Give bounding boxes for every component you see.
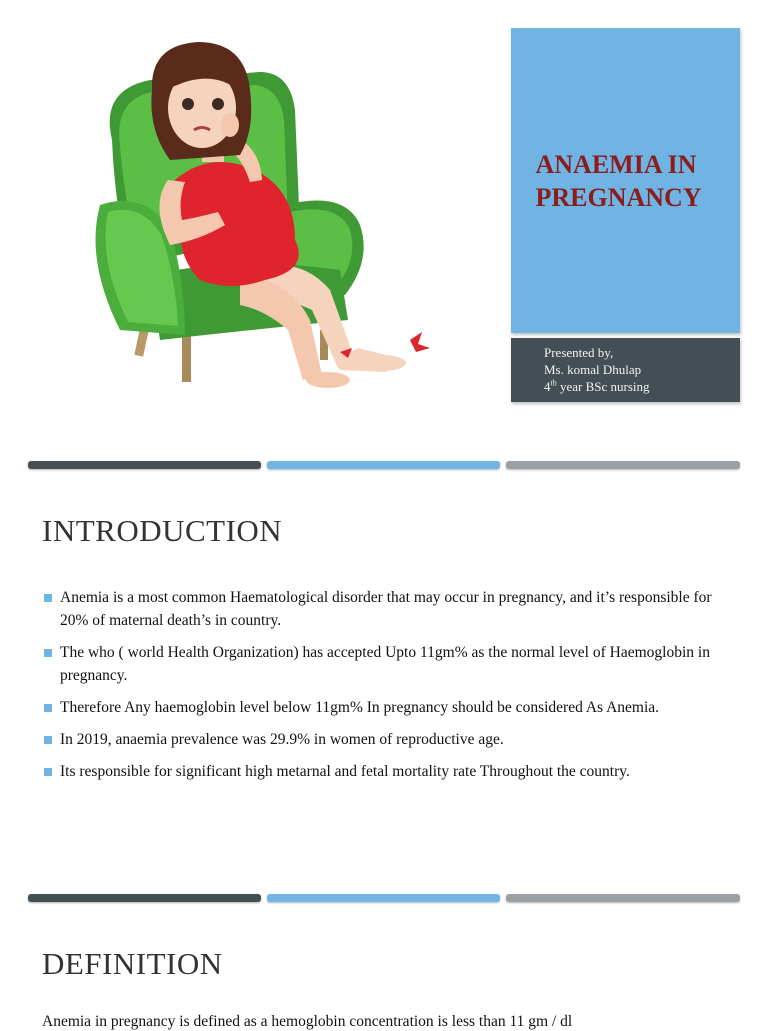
- bullet-item: In 2019, anaemia prevalence was 29.9% in women of reproductive age.: [44, 728, 734, 751]
- slide-divider: [28, 894, 740, 902]
- introduction-heading: INTRODUCTION: [42, 513, 283, 548]
- presenter-name: Ms. komal Dhulap: [544, 362, 642, 377]
- pregnant-woman-in-chair-illustration: [90, 30, 470, 410]
- definition-text: Anemia in pregnancy is defined as a hemoglobin concentration is less than 11 gm / dl: [42, 1013, 573, 1030]
- divider-segment-gray: [506, 894, 740, 902]
- title-panel: [511, 28, 740, 333]
- bullet-item: Anemia is a most common Haematological disorder that may occur in pregnancy, and it’s responsible for 20% of maternal death’s in country.: [44, 586, 734, 632]
- divider-segment-dark: [28, 894, 261, 902]
- slide-divider: [28, 461, 740, 469]
- presentation-title: ANAEMIA IN PREGNANCY: [535, 149, 702, 212]
- title-slide: [0, 0, 768, 440]
- divider-segment-dark: [28, 461, 261, 469]
- presenter-course: 4th year BSc nursing: [544, 378, 650, 394]
- divider-segment-gray: [506, 461, 740, 469]
- bullet-item: Its responsible for significant high metarnal and fetal mortality rate Throughout the country.: [44, 760, 734, 783]
- divider-segment-blue: [267, 461, 500, 469]
- bullet-item: Therefore Any haemoglobin level below 11gm% In pregnancy should be considered As Anemia.: [44, 696, 734, 719]
- bullet-item: The who ( world Health Organization) has accepted Upto 11gm% as the normal level of Haemoglobin in pregnancy.: [44, 641, 734, 687]
- divider-segment-blue: [267, 894, 500, 902]
- introduction-bullet-list: [44, 586, 734, 792]
- definition-heading: DEFINITION: [42, 946, 223, 981]
- presented-by-label: Presented by,: [544, 345, 614, 360]
- presenter-panel: [511, 338, 740, 402]
